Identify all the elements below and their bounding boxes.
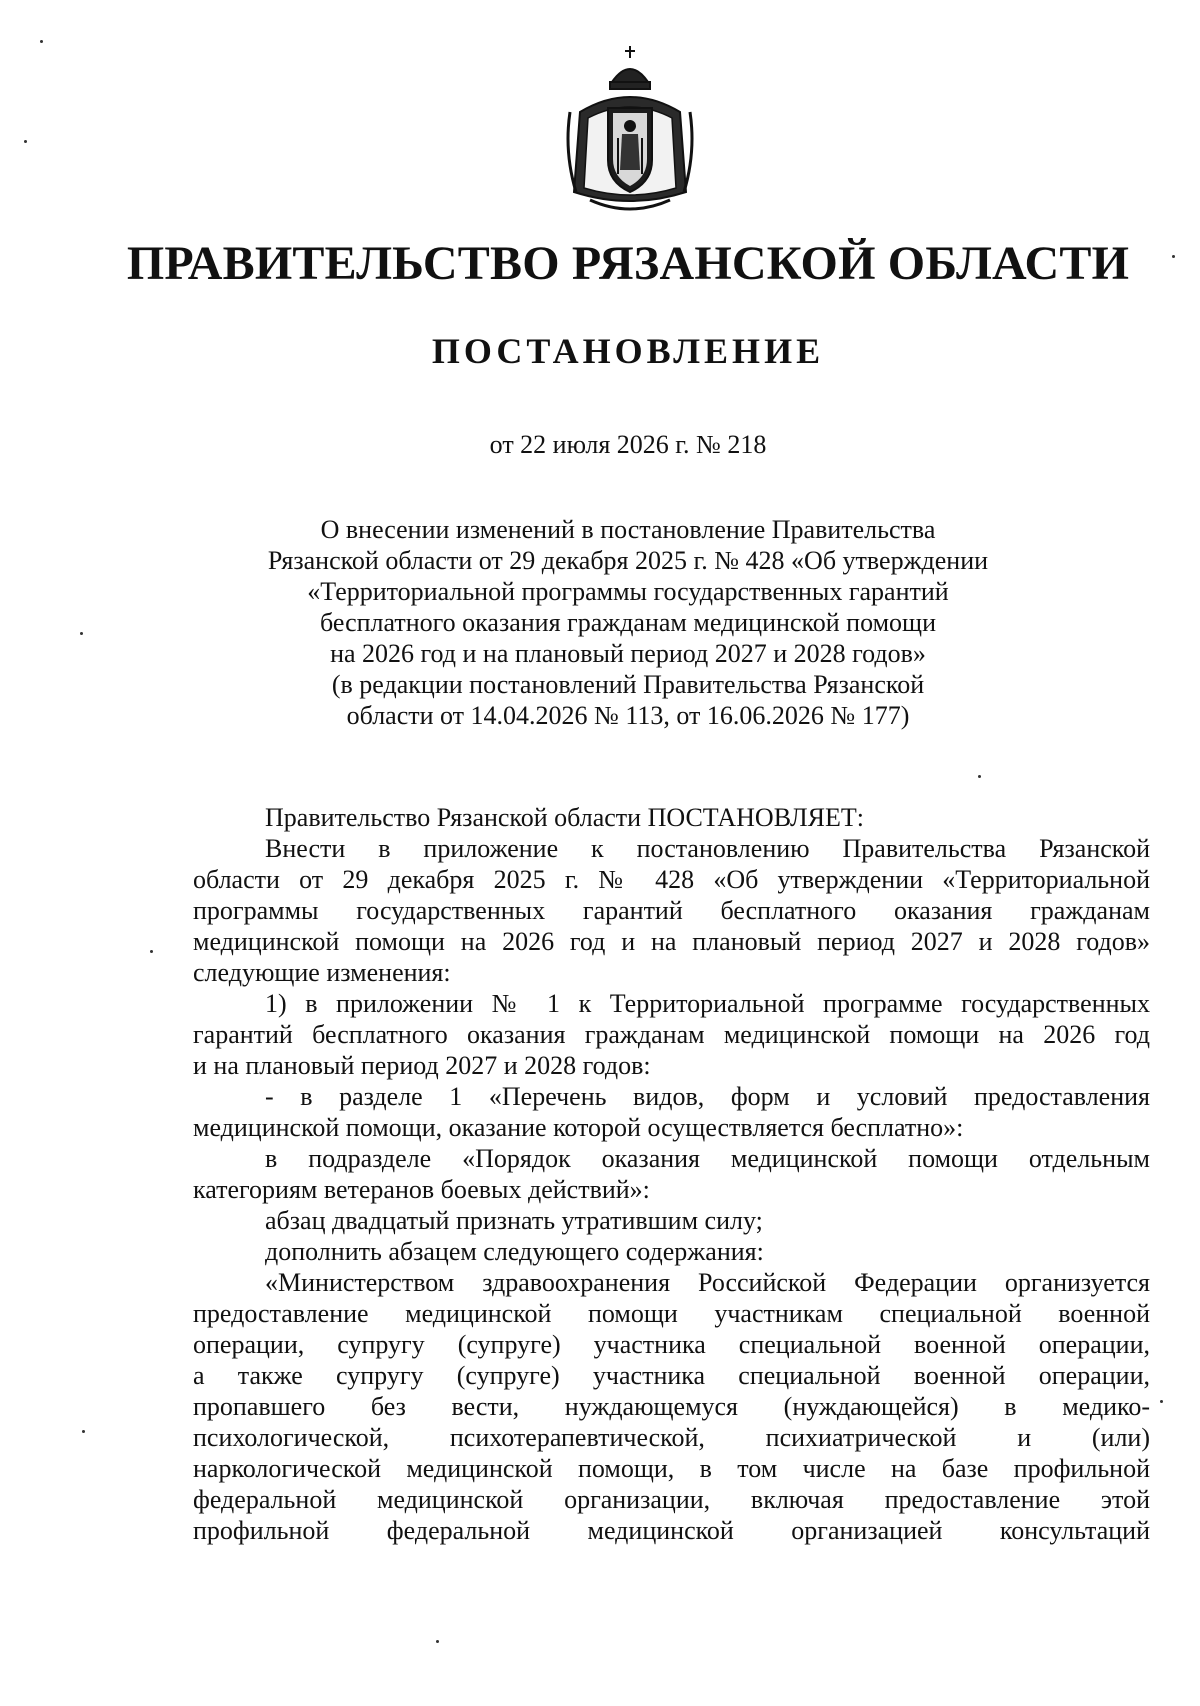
speck [82, 1430, 85, 1433]
body-line: «Министерством здравоохранения Российской Федерации организуется [265, 1268, 1150, 1297]
body-line: Внести в приложение к постановлению Правительства Рязанской [265, 834, 1150, 863]
body-line: следующие изменения: [193, 958, 451, 987]
subject-line: «Территориальной программы государственных гарантий [307, 577, 949, 606]
body-line: и на плановый период 2027 и 2028 годов: [193, 1051, 651, 1080]
body-line: абзац двадцатый признать утратившим силу; [265, 1206, 763, 1235]
document-subject [0, 514, 1200, 731]
subject-line: на 2026 год и на плановый период 2027 и 2028 годов» [330, 639, 926, 668]
speck [978, 775, 981, 778]
subject-line: области от 14.04.2026 № 113, от 16.06.2026 № 177) [346, 701, 910, 730]
body-line: области от 29 декабря 2025 г. № 428 «Об утверждении «Территориальной [193, 865, 1150, 894]
body-line: предоставление медицинской помощи участникам специальной военной [193, 1299, 1150, 1328]
subject-line: Рязанской области от 29 декабря 2025 г. № 428 «Об утверждении [267, 546, 989, 575]
speck [1172, 255, 1175, 258]
subject-line: О внесении изменений в постановление Правительства [320, 515, 936, 544]
body-line: операции, супругу (супруге) участника специальной военной операции, [193, 1330, 1150, 1359]
body-line: дополнить абзацем следующего содержания: [265, 1237, 764, 1266]
document-date-number: от 22 июля 2026 г. № 218 [489, 430, 767, 459]
speck [80, 632, 83, 635]
body-line: психологической, психотерапевтической, психиатрической и (или) [193, 1423, 1150, 1452]
body-line: категориям ветеранов боевых действий»: [193, 1175, 650, 1204]
document-type-title: ПОСТАНОВЛЕНИЕ [431, 331, 825, 371]
subject-line: бесплатного оказания гражданам медицинской помощи [320, 608, 936, 637]
speck [40, 40, 43, 43]
body-line: - в разделе 1 «Перечень видов, форм и условий предоставления [265, 1082, 1150, 1111]
body-line: Правительство Рязанской области ПОСТАНОВЛЯЕТ: [265, 803, 865, 832]
body-line: в подразделе «Порядок оказания медицинской помощи отдельным [265, 1144, 1150, 1173]
body-line: федеральной медицинской организации, включая предоставление этой [193, 1485, 1150, 1514]
body-line: гарантий бесплатного оказания гражданам медицинской помощи на 2026 год [193, 1020, 1150, 1049]
subject-line: (в редакции постановлений Правительства Рязанской [331, 670, 925, 699]
body-line: пропавшего без вести, нуждающемуся (нуждающейся) в медико- [193, 1392, 1150, 1421]
body-line: 1) в приложении № 1 к Территориальной программе государственных [265, 989, 1150, 1018]
body-line: программы государственных гарантий бесплатного оказания гражданам [193, 896, 1150, 925]
body-line: профильной федеральной медицинской организацией консультаций [193, 1516, 1150, 1545]
body-line: наркологической медицинской помощи, в том числе на базе профильной [193, 1454, 1150, 1483]
speck [436, 1640, 439, 1643]
speck [150, 950, 153, 953]
coat-of-arms-emblem [560, 42, 700, 222]
body-line: медицинской помощи на 2026 год и на плановый период 2027 и 2028 годов» [193, 927, 1150, 956]
organization-title: ПРАВИТЕЛЬСТВО РЯЗАНСКОЙ ОБЛАСТИ [126, 237, 1130, 290]
body-line: медицинской помощи, оказание которой осуществляется бесплатно»: [193, 1113, 964, 1142]
document-body [193, 802, 1150, 1546]
speck [24, 140, 27, 143]
speck [1160, 1400, 1163, 1403]
body-line: а также супругу (супруге) участника специальной военной операции, [193, 1361, 1150, 1390]
